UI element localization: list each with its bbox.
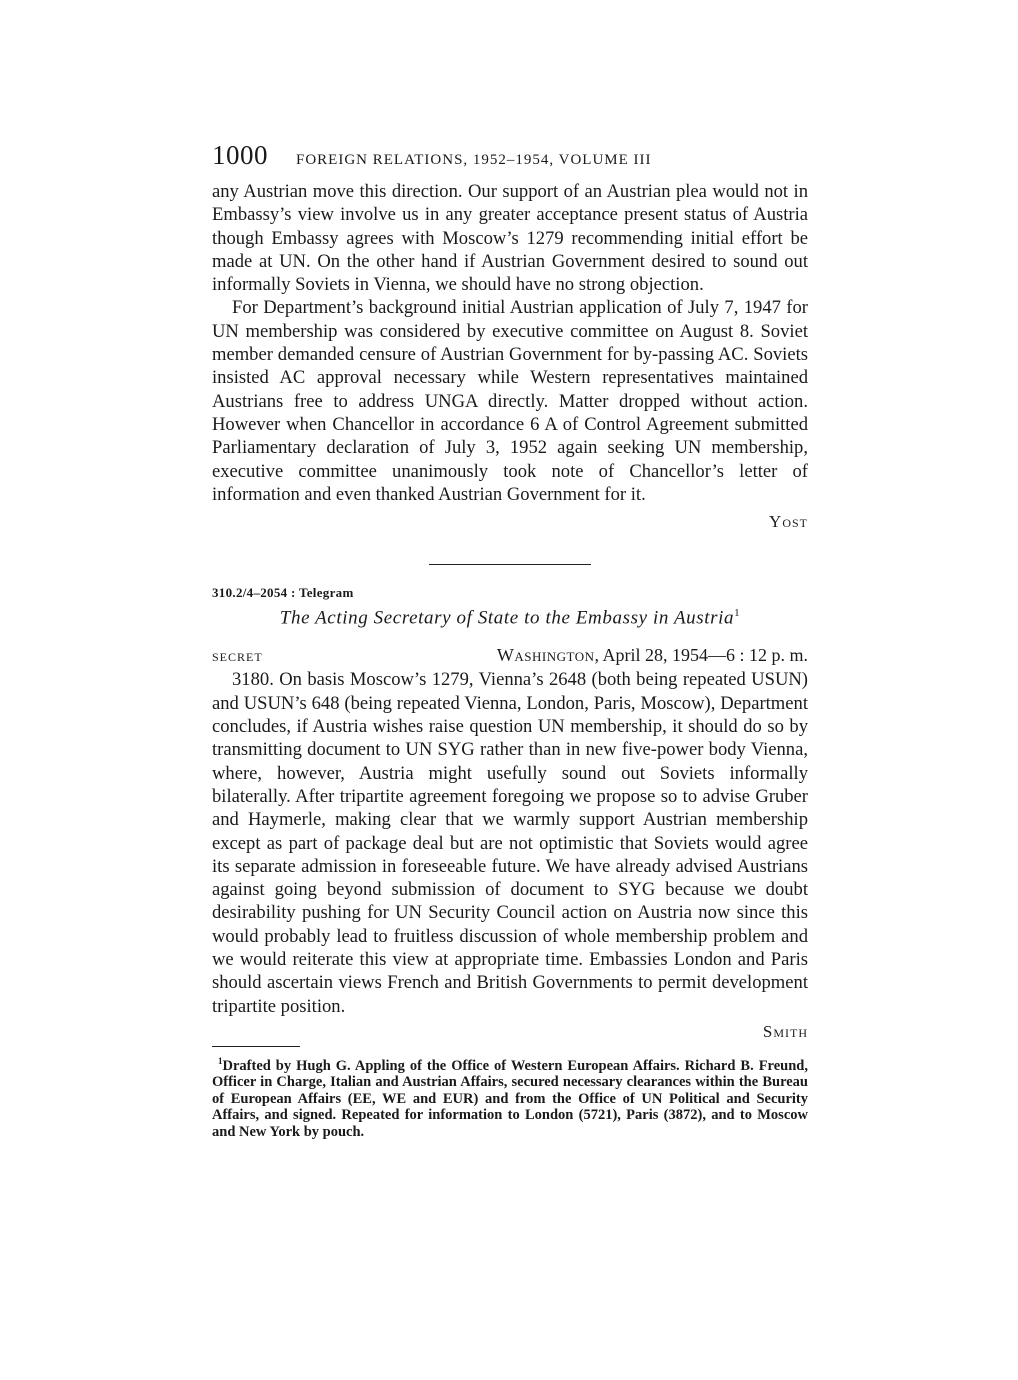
running-title: FOREIGN RELATIONS, 1952–1954, VOLUME III — [296, 152, 652, 168]
running-head — [212, 140, 808, 180]
document-page — [212, 140, 808, 1140]
footnote-number: 1 — [218, 1055, 223, 1066]
place: Washington — [496, 645, 595, 666]
paragraph-continuation: any Austrian move this direction. Our support of an Austrian plea would not in Embassy’s view involve us in any greater acceptance present status of Austria though Embassy agrees with Moscow’s 1279 recommending initial effort be made at UN. On the other hand if Austrian Government desired to sound out informally Soviets in Vienna, we should have no strong objection. — [212, 181, 808, 296]
footnote-rule — [212, 1046, 300, 1047]
footnote-text: Drafted by Hugh G. Appling of the Office of Western European Affairs. Richard B. Freund, Officer in Charge, Italian and Austrian Affairs, secured necessary clearances within the Bureau of European Affairs (EE, WE and EUR) and from the Office of UN Political and Security Affairs, and signed. Repeated for information to London (5721), Paris (3872), and to Moscow and New York by pouch. — [212, 1057, 808, 1140]
date-time: , April 28, 1954—6 : 12 p. m. — [594, 645, 808, 666]
signature-smith: Smith — [762, 1021, 808, 1041]
document-title — [212, 607, 808, 629]
document-title-text: The Acting Secretary of State to the Embassy in Austria — [279, 607, 735, 629]
dateline — [212, 645, 808, 666]
telegram-body: 3180. On basis Moscow’s 1279, Vienna’s 2648 (both being repeated USUN) and USUN’s 648 (being repeated Vienna, London, Paris, Moscow), Department concludes, if Austria wishes raise question UN membership, it should do so by transmitting document to UN SYG rather than in new five-power body Vienna, where, however, Austria might usefully sound out Soviets informally bilaterally. After tripartite agreement foregoing we propose so to advise Gruber and Haymerle, making clear that we warmly support Austrian membership except as part of package deal but are not optimistic that Soviets would agree its separate admission in foreseeable future. We have already advised Austrians against going beyond submission of document to SYG because we doubt desirability pushing for UN Security Council action on Austria now since this would probably lead to fruitless discussion of whole membership problem and we would reiterate this view at appropriate time. Embassies London and Paris should ascertain views French and British Governments to permit development tripartite position. — [212, 669, 808, 1017]
place-date — [497, 645, 808, 666]
footnote-marker: 1 — [734, 607, 741, 620]
page-number: 1000 — [212, 140, 268, 170]
file-reference: 310.2/4–2054 : Telegram — [212, 585, 354, 601]
paragraph-background: For Department’s background initial Austrian application of July 7, 1947 for UN membership was considered by executive committee on August 8. Soviet member demanded censure of Austrian Government for by-passing AC. Soviets insisted AC approval necessary while Western representatives maintained Austrians free to address UNGA directly. Matter dropped without action. However when Chancellor in accordance 6 A of Control Agreement submitted Parliamentary declaration of July 3, 1952 again seeking UN membership, executive committee unanimously took note of Chancellor’s letter of information and even thanked Austrian Government for it. — [212, 297, 808, 505]
signature-yost: Yost — [769, 512, 808, 532]
classification-label: SECRET — [212, 650, 263, 665]
section-divider — [429, 564, 591, 565]
footnote — [212, 1053, 808, 1140]
